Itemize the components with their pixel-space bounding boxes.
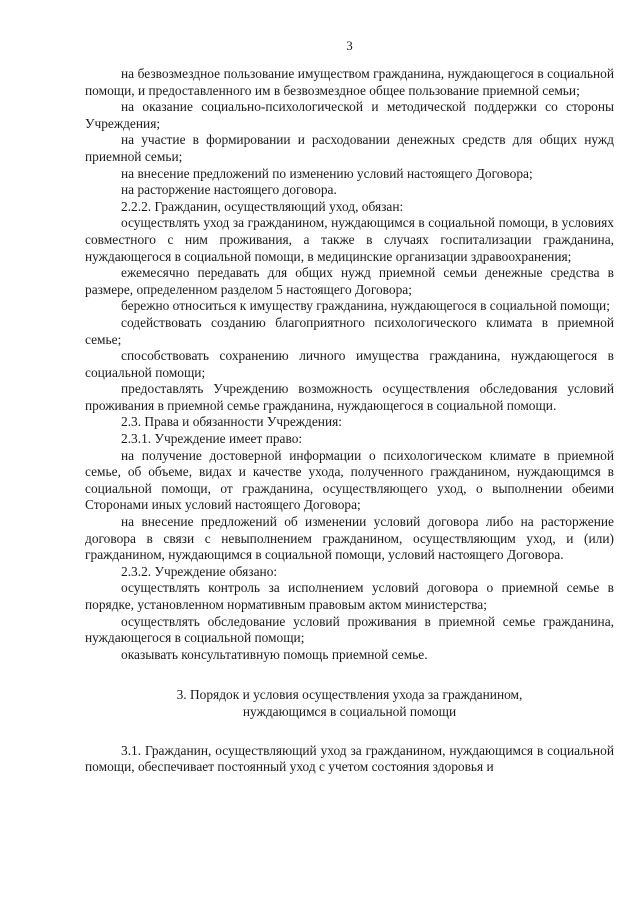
document-body (85, 66, 614, 776)
paragraph: оказывать консультативную помощь приемной семье. (121, 646, 428, 662)
paragraph: 2.3.2. Учреждение обязано: (121, 563, 278, 579)
section-heading-line: нуждающимся в социальной помощи (242, 703, 457, 719)
paragraph: на расторжение настоящего договора. (121, 182, 337, 198)
section-heading (85, 687, 614, 720)
paragraph: на участие в формировании и расходовании денежных средств для общих нужд приемной семьи; (85, 132, 614, 164)
paragraph: предоставлять Учреждению возможность осуществления обследования условий проживания в приемной семье гражданина, нуждающегося в социальной помощи. (85, 381, 614, 413)
paragraph: на оказание социально-психологической и методической поддержки со стороны Учреждения; (85, 99, 614, 131)
paragraph: 2.2.2. Гражданин, осуществляющий уход, обязан: (121, 198, 404, 214)
paragraph: осуществлять контроль за исполнением условий договора о приемной семье в порядке, установленном нормативным правовым актом министерства; (85, 580, 614, 612)
paragraph: 2.3.1. Учреждение имеет право: (121, 431, 303, 447)
paragraph: осуществлять уход за гражданином, нуждающимся в социальной помощи, в условиях совместного с ним проживания, а также в случаях госпитализации гражданина, нуждающегося в социальной помощи, в медицинские организации здравоохранения; (85, 215, 614, 264)
paragraph: способствовать сохранению личного имущества гражданина, нуждающегося в социальной помощи; (85, 348, 614, 380)
paragraph: 2.3. Права и обязанности Учреждения: (121, 414, 343, 430)
paragraph: бережно относиться к имуществу гражданина, нуждающегося в социальной помощи; (121, 298, 610, 314)
section-heading-line: 3. Порядок и условия осуществления ухода за гражданином, (176, 687, 523, 703)
paragraph: на внесение предложений об изменении условий договора либо на расторжение договора в связи с невыполнением гражданином, осуществляющим уход, и (или) гражданином, нуждающимся в социальной помощи, условий настоящего Договора. (85, 514, 614, 563)
paragraph: содействовать созданию благоприятного психологического климата в приемной семье; (85, 314, 614, 347)
paragraph: ежемесячно передавать для общих нужд приемной семьи денежные средства в размере, определенном разделом 5 настоящего Договора; (85, 265, 614, 297)
paragraph: 3.1. Гражданин, осуществляющий уход за гражданином, нуждающимся в социальной помощи, обеспечивает постоянный уход с учетом состояния здоровья и (85, 742, 614, 775)
paragraph: на безвозмездное пользование имуществом гражданина, нуждающегося в социальной помощи, и предоставленного им в безвозмездное общее пользование приемной семьи; (85, 66, 614, 98)
paragraph: на внесение предложений по изменению условий настоящего Договора; (121, 165, 533, 181)
paragraph: осуществлять обследование условий проживания в приемной семье гражданина, нуждающегося в социальной помощи; (85, 613, 614, 646)
page-number: 3 (346, 38, 353, 53)
paragraph: на получение достоверной информации о психологическом климате в приемной семье, об объеме, видах и качестве ухода, полученного гражданином, нуждающимся в социальной помощи, от гражданина, осуществляющего уход, о выполнении обеими Сторонами иных условий настоящего Договора; (85, 447, 614, 513)
